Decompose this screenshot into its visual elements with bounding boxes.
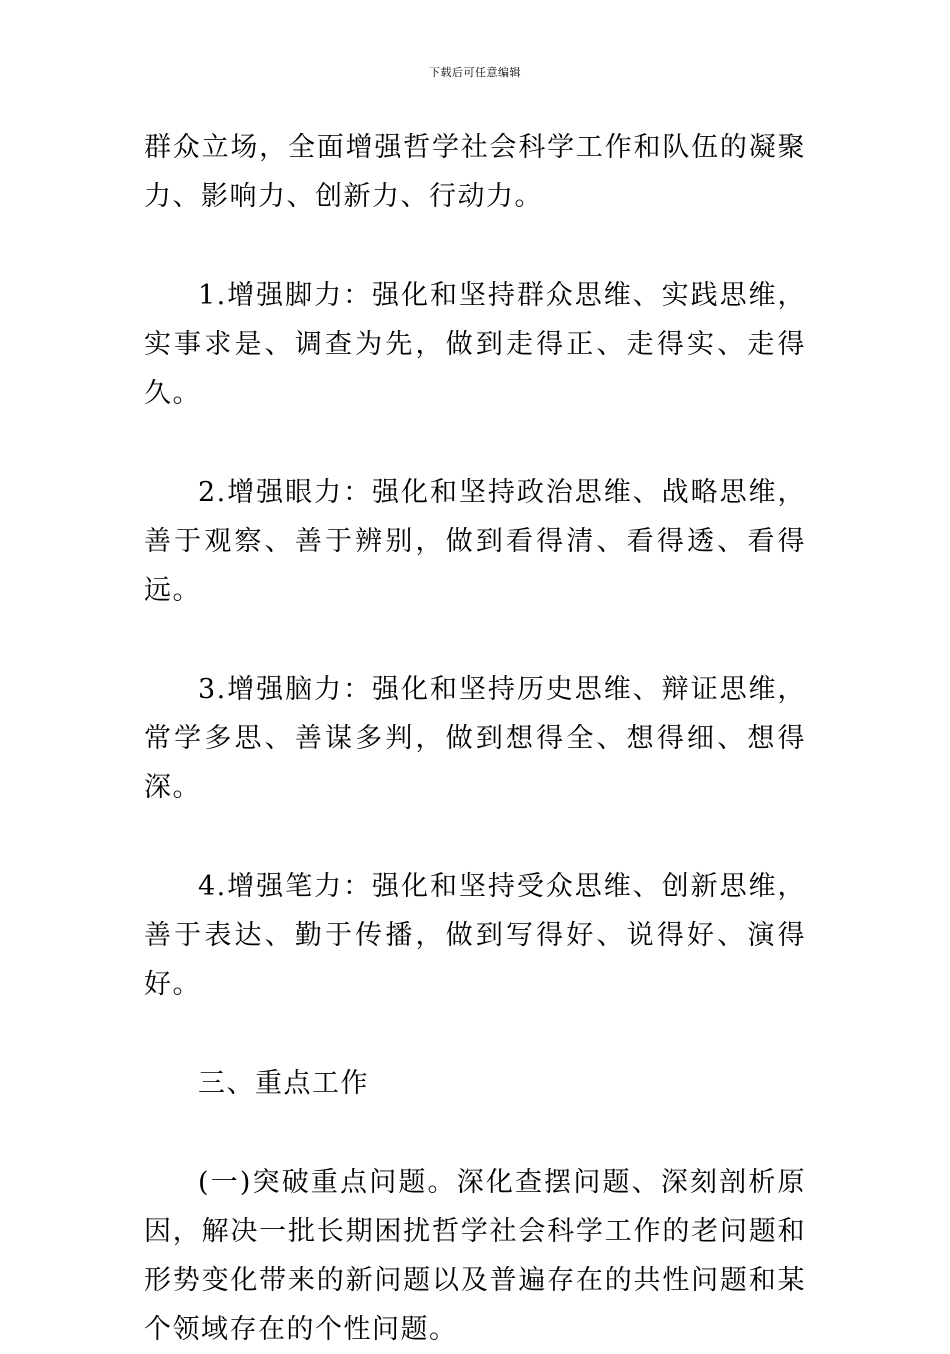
- paragraph-gap: [144, 615, 806, 665]
- paragraph-gap: [144, 1009, 806, 1059]
- paragraph-item-2: 2.增强眼力：强化和坚持政治思维、战略思维，善于观察、善于辨别，做到看得清、看得透、看得远。: [144, 477, 806, 606]
- paragraph-gap: [144, 221, 806, 271]
- paragraph-item-4: 4.增强笔力：强化和坚持受众思维、创新思维，善于表达、勤于传播，做到写得好、说得好、演得好。: [144, 871, 806, 1000]
- paragraph-gap: [144, 1108, 806, 1158]
- header-note: 下载后可任意编辑: [429, 66, 521, 79]
- paragraph-item-1: 1.增强脚力：强化和坚持群众思维、实践思维，实事求是、调查为先，做到走得正、走得实、走得久。: [144, 280, 806, 409]
- paragraph-key-issues: (一)突破重点问题。深化查摆问题、深刻剖析原因，解决一批长期困扰哲学社会科学工作的老问题和形势变化带来的新问题以及普遍存在的共性问题和某个领域存在的个性问题。: [144, 1167, 806, 1345]
- document-body: [144, 123, 806, 1354]
- paragraph-gap: [144, 812, 806, 862]
- paragraph-gap: [144, 418, 806, 468]
- paragraph-item-3: 3.增强脑力：强化和坚持历史思维、辩证思维，常学多思、善谋多判，做到想得全、想得细、想得深。: [144, 674, 806, 803]
- section-heading: 三、重点工作: [198, 1068, 369, 1099]
- paragraph-continuation: 群众立场，全面增强哲学社会科学工作和队伍的凝聚力、影响力、创新力、行动力。: [144, 132, 806, 212]
